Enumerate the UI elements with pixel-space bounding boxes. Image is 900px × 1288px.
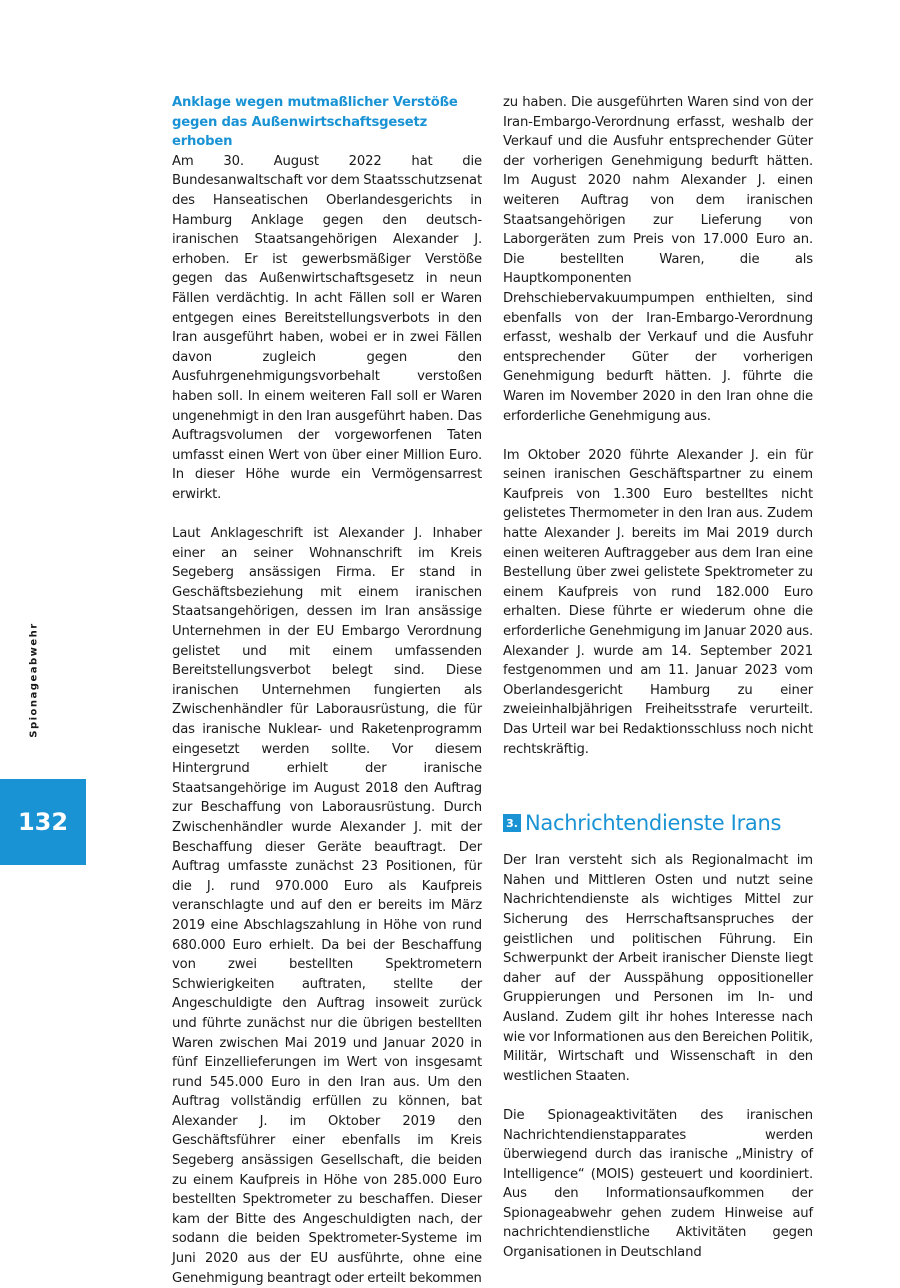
body-paragraph: zu haben. Die ausgeführten Waren sind von der Iran-Embargo-Verordnung erfasst, weshalb der Verkauf und die Ausfuhr entsprechender Güter der vorherigen Genehmigung bedurft hätten. Im August 2020 nahm Alexander J. einen weiteren Auftrag von dem iranischen Staatsangehörigen zur Lieferung von Laborgeräten zum Preis von 17.000 Euro an. Die bestellten Waren, die als Hauptkomponenten Drehschiebervakuumpumpen enthielten, sind ebenfalls von der Iran-Embargo-Verordnung erfasst, weshalb der Verkauf und die Ausfuhr entsprechender Güter der vorherigen Genehmigung bedurft hätten. J. führte die Waren im November 2020 in den Iran ohne die erforderliche Genehmigung aus.	[503, 95, 813, 424]
body-paragraph: Laut Anklageschrift ist Alexander J. Inhaber einer an seiner Wohnanschrift im Kreis Segeberg ansässigen Firma. Er stand in Geschäftsbeziehung mit einem iranischen Staatsangehörigen, dessen im Iran ansässige Unternehmen in der EU Embargo Verordnung gelistet und mit einem umfassenden Bereitstellungsverbot belegt sind. Diese iranischen Unternehmen fungierten als Zwischenhändler für Laborausrüstung, die für das iranische Nuklear- und Raketenprogramm eingesetzt werden sollte. Vor diesem Hintergrund erhielt der iranische Staatsangehörige im August 2018 den Auftrag zur Beschaffung von Laborausrüstung. Durch Zwischenhändler wurde Alexander J. mit der Beschaffung dieser Geräte beauftragt. Der Auftrag umfasste zunächst 23 Positionen, für die J. rund 970.000 Euro als Kaufpreis veranschlagte und auf den er bereits im März 2019 eine Abschlagszahlung in Höhe von rund 680.000 Euro erhielt. Da bei der Beschaffung von zwei bestellten Spektrometern Schwierigkeiten auftraten, stellte der Angeschuldigte den Auftrag insoweit zurück und führte zunächst nur die übrigen bestellten Waren zwischen Mai 2019 und Januar 2020 in fünf Einzellieferungen im Wert von insgesamt rund 545.000 Euro in den Iran aus. Um den Auftrag vollständig erfüllen zu können, bat Alexander J. im Oktober 2019 den Geschäftsführer einer ebenfalls im Kreis Segeberg ansässigen Gesellschaft, die beiden zu einem Kaufpreis in Höhe von 285.000 Euro bestellten Spektrometer zu beschaffen. Dieser kam der Bitte des Angeschuldigten nach, der sodann die beiden Spektrometer-Systeme im Juni 2020 aus der EU ausführte, ohne eine Genehmigung beantragt oder erteilt bekommen	[172, 526, 482, 1286]
body-paragraph: Im Oktober 2020 führte Alexander J. ein für seinen iranischen Geschäftspartner zu einem Kaufpreis von 1.300 Euro bestelltes nicht gelistetes Thermometer in den Iran aus. Zudem hatte Alexander J. bereits im Mai 2019 durch einen weiteren Auftraggeber aus dem Iran eine Bestellung über zwei gelistete Spektrometer zu einem Kaufpreis von rund 182.000 Euro erhalten. Diese führte er wiederum ohne die erforderliche Genehmigung im Januar 2020 aus. Alexander J. wurde am 14. September 2021 festgenommen und am 11. Januar 2023 vom Oberlandesgericht Hamburg zu einer zweieinhalbjährigen Freiheitsstrafe verurteilt. Das Urteil war bei Redaktionsschluss noch nicht rechtskräftig.	[503, 447, 813, 757]
body-paragraph: Die Spionageaktivitäten des iranischen Nachrichtendienstapparates werden überwiegend durch das iranische „Ministry of Intelligence“ (MOIS) gesteuert und koordiniert. Aus den Informationsaufkommen der Spionageabwehr gehen zudem Hinweise auf nachrichtendienstliche Aktivitäten gegen Organisationen in Deutschland	[503, 1107, 813, 1261]
page-number-tab	[0, 779, 86, 865]
page-number: 132	[17, 808, 69, 836]
section-title: Nachrichtendienste Irans	[525, 811, 782, 836]
body-paragraph: Der Iran versteht sich als Regionalmacht im Nahen und Mittleren Osten und nutzt seine Nachrichtendienste als wichtiges Mittel zur Sicherung des Herrschaftsanspruches der geistlichen und politischen Führung. Ein Schwerpunkt der Arbeit iranischer Dienste liegt daher auf der Ausspähung oppositioneller Gruppierungen und Personen im In- und Ausland. Zudem gilt ihr hohes Interesse nach wie vor Informationen aus den Bereichen Politik, Militär, Wirtschaft und Wissenschaft in den westlichen Staaten.	[503, 853, 813, 1084]
right-column	[503, 93, 813, 1263]
section-heading	[503, 811, 813, 835]
left-column	[172, 93, 482, 1288]
running-section-label: Spionageabwehr	[28, 622, 40, 738]
article-subheading-line-1: Anklage wegen mutmaßlicher Verstöße	[172, 95, 458, 110]
section-number-badge: 3.	[503, 814, 521, 832]
article-subheading-line-2: gegen das Außenwirtschaftsgesetz erhoben	[172, 114, 428, 150]
body-paragraph: Am 30. August 2022 hat die Bundesanwaltschaft vor dem Staatsschutzsenat des Hanseatischen Oberlandesgerichts in Hamburg Anklage gegen den deutsch-iranischen Staatsangehörigen Alexander J. erhoben. Er ist gewerbsmäßiger Verstöße gegen das Außenwirtschaftsgesetz in neun Fällen verdächtig. In acht Fällen soll er Waren entgegen eines Bereitstellungsverbots in den Iran ausgeführt haben, wobei er in zwei Fällen davon zugleich gegen den Ausfuhrgenehmigungsvorbehalt verstoßen haben soll. In einem weiteren Fall soll er Waren ungenehmigt in den Iran ausgeführt haben. Das Auftragsvolumen der vorgeworfenen Taten umfasst einen Wert von über einer Million Euro. In dieser Höhe wurde ein Vermögensarrest erwirkt.	[172, 153, 482, 502]
